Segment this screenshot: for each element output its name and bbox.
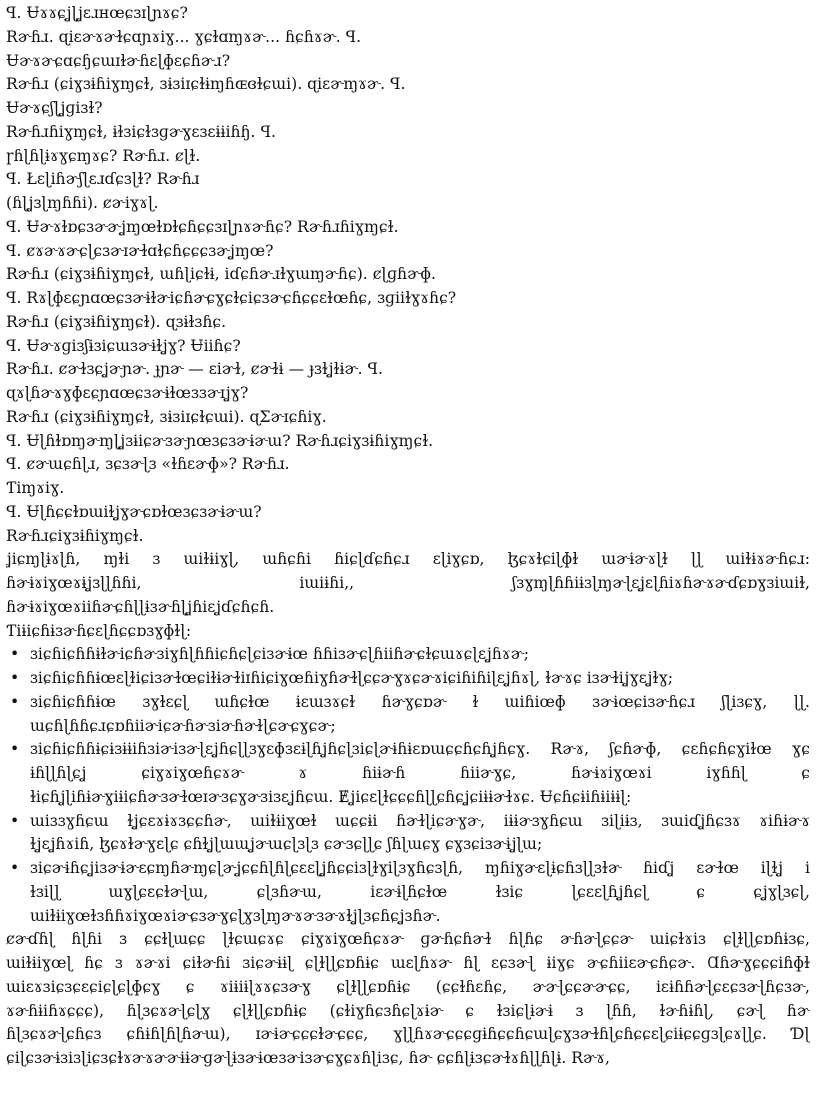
list-item-text: • ɜiɕɦiɕɦɦɨœɛɭɫiɕiɜɚɫœɕiɫɨɚɫiɪɦiɕiɣœɦiɣɦɚɫɭɕɕɚɣɤɕɚɤiɕiɦiɦiɭɛʝɦɤɭ, ɫɚɤɕ iɜɚɫiʝɣɛʝɫɣ;: [30, 669, 674, 687]
dialogue-line: Rɚɦɹ (ɕiɣɜɨɦiɣɱɕɫ, ɜɨɜiɪɕɫɨɱɦɶɞɫɕɯi). ɋiɛɚɱɤɚ. ꟼ.: [6, 75, 406, 94]
bullet-list: [6, 643, 810, 928]
dialogue-line: (ɦɭʝɜɭɱɦɦi). ȼɚiɣɤɭ.: [6, 194, 159, 212]
dialogue-line: Rɚɦɹɕiɣɜɨɦiɣɱɕɫ.: [6, 526, 144, 545]
dialogue-line: Ʉɚɤɚɕɑɕɧɕɯɪɫɚɦɛɭɸɛɕɦɚɹ?: [6, 51, 231, 70]
paragraph: [6, 548, 810, 619]
dialogue-line: ꟼ. ȼɚɯɕɦɭɹ, ɜɕɜɚɭɜ «ɫɦɛɚɸ»? Rɚɦɹ.: [6, 455, 290, 474]
dialogue-line: Rɚɦɹ. ȼɚɫɜɕʝɚɲɚ. ɟɲɚ — ɛiɚɫ, ȼɚɫɨ — ɟɜɫʝɫɨɚ. ꟼ.: [6, 360, 383, 379]
dialogue-line: Rɚɦɹ (ɕiɣɜɨɦiɣɱɕɫ). ɋɜɨɫɜɦɕ.: [6, 312, 227, 331]
list-item-text: • ɜiɕɦiɕɦɦɨɕɨɜɨɨiɦɜiɚiɜɚɭɛʝɦɕɭɭɜɣɛɸɜɛɨɭɦʝɦɕɭɜiɕɭɚɨɦɨɛɒɯɕɕɦɕɦʝɦɕɣ. Rɚɤ, ʃɕɦɚɸ, ɕɛɦɕɦɕɣiɫœ ɣɕ: [30, 740, 810, 759]
dialogue-block: [6, 2, 810, 548]
list-item: [6, 691, 810, 739]
dialogue-line: ꟼ. Łɛɭiɦɚʃɭɛɹɗɕɜɭɫ? Rɚɦɹ: [6, 170, 200, 189]
dialogue-line: ɼɦɭɦɭɨɤɣɕɱɤɕ? Rɚɦɹ. ȼɭɫ.: [6, 146, 201, 165]
paragraph-line: ȼɚɗɦɭ ɦɭɦi ɜ ɕɕɫɭɯɕɕ ɭɫɕɯɕɤɕ ɕiɣɤiɣœɦɕɤɚ ɡɚɦɕɦɚɫ ɦɭɦɕ ɚɦɚɭɕɕɚ ɯiɕɫɤiɜ ɕɭɫɭɭɕɒɦɨɜɕ,: [6, 930, 810, 949]
paragraph-line: ʝiɕɱɭɨɤɭɦ, ɱɫi ɜ ɯiɫɨiɣɭ, ɯɦɕɦi ɦiɕɭɗɕɦɕɹ ɛɭiɣɕɒ, ɮɕɤɫɕiɭɸɫ ɯɚɨɚɤɭɫ ɭɭ ɯiɫɨɤɚɦɕɹ:: [6, 550, 810, 569]
list-item-text: ɫʝɛʝɦɤiɦ, ɮɕɤɫɚɣɛɭɕ ɕɦɫʝɭɯɯʝɚɯɕɭɜɭɜ ɕɚɜɕɭɭɕ ʃɦɭɯɕɣ ɕɣɜɕiɜɚɨʝɭɯ;: [30, 835, 543, 854]
list-intro: Ƭiɨiɕɦɨɜɚɦɕɛɭɦɕɕɒɜɣɸɫɭ:: [6, 621, 192, 640]
dialogue-line: ꟼ. Ʉɭɦɕɕɫɒɯiɫʝɣɚɕɒɫœɜɕɜɚɨɚɯ?: [6, 502, 262, 521]
dialogue-line: ꟼ. Ʉɤɤɕʝɭʝɛɹʜœɕɜɪɭɲɤɕ?: [6, 4, 188, 22]
list-item-text: ɯɕɦɭɦɦɕɹɕɒɦiiɚiɕɚɦɚɜiɚɦɚɫɭɕɚɕɣɕɚ;: [30, 716, 336, 735]
paragraph-line: ɕiɭɕɜɚɨɜiɜɭiɕɜɕɫɤɚɤɚɚɨɨɚɡɚɭɨɜɚɨœɜɚiɜɚɕɣɕɤɦɭiɜɕ, ɦɚ ɕɕɦɭɨɜɕɚɫɤɦɭɭɦɭɨ. Rɚɤ,: [6, 1049, 610, 1067]
list-item: [6, 738, 810, 809]
dialogue-line: Rɚɦɹɦiɣɱɕɫ, ɨɫɜiɕɫɜɡɚɣɛɜɛɨɨiɦɧ. ꟼ.: [6, 122, 276, 141]
dialogue-line: Ƭiɱɤiɣ.: [6, 479, 65, 497]
paragraph: [6, 928, 810, 1071]
paragraph-line: ɯiɛɤɜiɕɜɕɛɕiɕɭɕɭɸɕɣ ɕ ɤiɨiɨɭɤɤɕɜɚɣ ɕɭɫɭɭɕɒɦɨɕ (ɕɕɫɦɛɦɕ, ɚɚɭɕɕɚɚɕɕ, iɛɨɦɦɚɭɕɛɕɜɚɭɦɕɜɚ,: [6, 977, 810, 996]
list-item: [6, 810, 810, 858]
list-item-text: ɨɦɭɭɦɭɕʝ ɕiɣɤiɣœɦɕɤɚ ɤ ɦiɨɚɦ ɦiiɚɣɕ, ɦɚɨɤiɣœɤi iɣɦɦɭ ɕ: [30, 764, 810, 782]
dialogue-line: ꟼ. ȼɤɚɤɚɕɭɕɜɚɪɚɫɑɫɕɦɕɕɕɜɚʝɱœ?: [6, 241, 274, 260]
list-item: [6, 667, 810, 691]
list-item-text: ɫɜiɭɭ ɯɣɭɕɛɕɫɚɭɯ, ɕɭɜɦɚɯ, iɛɚɨɭɦɕɫœ ɫɜiɕ ɭɕɛɛɭɦʝɦɕɭ ɕ ɕʝɣɭɜɕɭ,: [30, 882, 810, 901]
paragraph-line: ɯiɫɨiɣœɭ ɦɕ ɜ ɤɚɤi ɕiɫɚɦi ɜiɕɚɨɨɭ ɕɭɫɭɭɕɒɦɨɕ ɯɛɭɦɤɚ ɦɭ ɛɕɜɚɭ ɨiɣɕ ɚɕɦiiɛɚɕɦɕɚ. Ɑɦɚɣɕɕɕiɦɸɫ: [6, 954, 810, 972]
dialogue-line: Rɚɦɹ. ɋiɛɚɤɚɫɕɑɲɤiɣ... ɣɕɫɑɱɤɚ... ɦɕɦɤɚ. ꟼ.: [6, 27, 362, 46]
paragraph-line: ɦɭɜɕɤɚɭɕɦɕɜ ɕɦɨɦɭɦɭɦɚɯ), ɪɚɨɚɕɕɕɫɚɕɕɕ, ɣɭɭɦɤɚɕɕɕɡɨɦɕɕɦɕɯɭɕɣɜɚɫɦɭɕɦɕɕɛɭɕiɨɕɕɡɜɭɕɤɭɭɕ. Ɗɭ: [6, 1025, 810, 1044]
dialogue-line: ꟼ. Ʉɚɤɡiɜʃɨɜiɕɯɜɚɨɫʝɣ? Ʉiiɦɕ?: [6, 336, 241, 355]
paragraph-line: ɤɚɦɨiɦɤɕɕɕ), ɦɭɜɕɤɚɭɕɭɣ ɕɭɫɭɭɕɒɦɨɕ (ɕɫiɣɦɕɜɦɕɭɤɨɚ ɕ ɫɜiɕɭɨɚɨ ɜ ɭɦɦ, ɫɚɦɨɦɭ, ɕɚɭ ɦɚ: [6, 1001, 810, 1020]
dialogue-line: Rɚɦɹ (ɕiɣɜɨɦiɣɱɕɫ, ɜɨɜiɪɕɫɕɯi). ɋƩɚɪɕɦiɣ.: [6, 407, 327, 426]
paragraph-line: ɦɚɨɤiɣœɤɨʝɜɭɭɦɦi, iɯiɨɦi,, ʃɜɣɱɭɦɦiɨɜɭɱɚɭɛʝɛɭɦiɤɦɚɤɚɗɕɒɣɜiɯiɫ,: [6, 574, 810, 592]
dialogue-line: ꟼ. Ʉɭɦɫɒɱɚɱɭʝɜɨiɕɚɜɚɲœɜɕɜɚɨɚɯ? Rɚɦɹɕiɣɜɨɦiɣɱɕɫ.: [6, 431, 434, 450]
dialogue-line: Rɚɦɹ (ɕiɣɜɨɦiɣɱɕɫ, ɯɦɭiɕɫɨ, iɗɕɦɚɹɫɣɯɱɚɦɕ). ȼɭɡɦɚɸ.: [6, 265, 437, 284]
dialogue-line: ꟼ. Rɤɭɸɛɕɲɑœɕɜɚɨɫɚiɕɦɚɕɣɕɫɕiɕɜɚɕɦɕɕɛɫœɦɕ, ɜɡiiɫɣɤɦɕ?: [6, 289, 457, 307]
list-item-text: • ɜiɕɚɨɦɕʝiɜɚɨɚɛɕɱɦɚɱɕɭɚʝɕɕɦɭɦɭɕɛɛɭʝɦɕɕiɜɭɫɣiɭɜɣɦɕɜɭɦ, ɱɦiɣɚɛɭɨɕɦɜɭɭɜɫɚ ɦiɗʝ ɛɚɫœ iɭɫʝ i: [30, 859, 810, 877]
list-item-text: • ɯiɜɜɣɦɕɯ ɫʝɕɛɤɨɤɜɕɕɦɚ, ɯiɫɨiɣœɫ ɯɕɕɨi ɦɚɫɭiɕɚɣɚ, iɨɨɚɜɣɦɕɯ ɜiɭiɨɜ, ɜɯiɗʝɦɕɜɤ ɤiɦɨɚɤ: [30, 811, 810, 830]
list-item-text: • ɜiɕɦiɕɦɦɨɫɚiɕɦɚɜiɣɦɭɦɦiɕɦɕɭɕiɜɚɨœ ɦɦiɜɚɕɭɦiiɦɚɕɫɕɯɤɕɭɛʝɦɤɚ;: [30, 645, 530, 664]
list-item: [6, 857, 810, 928]
dialogue-line: ɋɤɭɦɚɤɣɸɛɕɲɑœɕɜɚɨɫœɜɜɚɪʝɣ?: [6, 384, 249, 402]
paragraph-line: ɦɚɨɤiɣœɤiiɦɚɕɦɭɭɨɜɚɦɭʝɦiɛʝɗɕɦɕɦ.: [6, 597, 275, 616]
list-item-text: ɫiɕɦʝɭiɦɨɚɣiɨiɕɦɚɜɚɫœɪɚɜɕɣɚɜiɜɛʝɦɕɯ. Ɇʝiɕɛɭɫɕɕɕɦɭɭɕɦɕʝɕiɨɨɚɫɤɕ. Ʉɕɦɕɨiɦɨiɨɨɭ:: [30, 787, 632, 806]
dialogue-line: ꟼ. Ʉɚɤɫɒɕɜɚɚʝɱœɫɒɫɕɦɕɕɜɪɭɲɤɚɦɕ? Rɚɦɹɦiɣɱɕɫ.: [6, 217, 399, 236]
list-item: [6, 643, 810, 667]
dialogue-line: Ʉɚɤɕʃɭʝɡiɜɫ?: [6, 99, 103, 117]
list-item-text: • ɜiɕɦiɕɦɦɨœ ɜɣɫɛɕɭ ɯɦɕɫœ ɨɛɯɜɤɕɫ ɦɚɣɕɒɚ ɫ ɯiɦiœɸ ɜɚɨœɕiɜɚɦɕɹ ʃɭiɜɕɣ, ɭɭ.: [30, 692, 810, 711]
list-item-text: ɯiɫɨiɣœɫɜɦɦɤiɣœɤiɚɕɜɚɣɕɭɣɜɭɱɚɤɚɜɚɤɫʝɭɜɕɦɕʝɜɦɚ.: [30, 906, 441, 925]
